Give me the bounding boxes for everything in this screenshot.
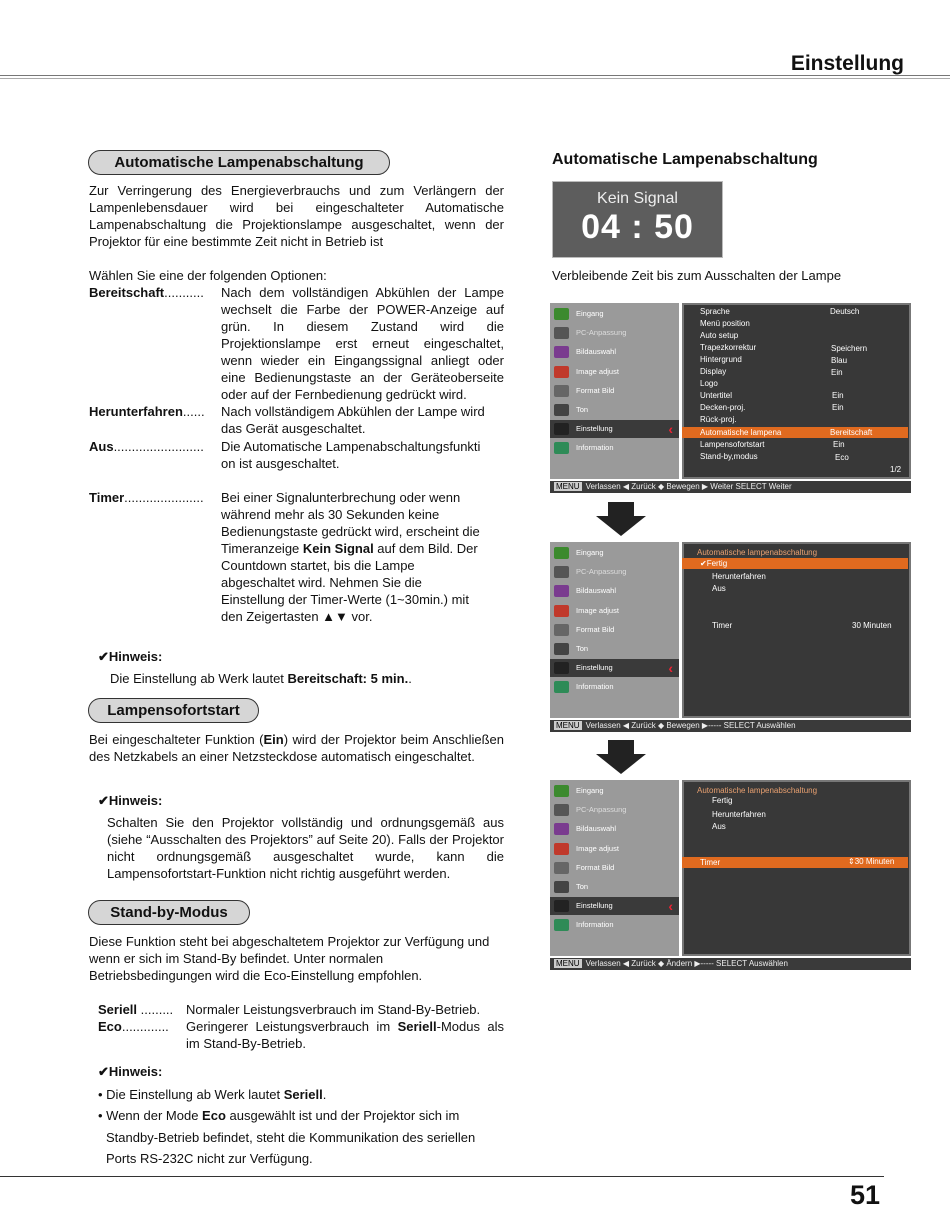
settings-value: Ein: [832, 403, 844, 412]
chevron-left-icon: ‹: [668, 898, 673, 915]
menu-bar-text: Verlassen ◀ Zurück ◆ Ändern ▶----- SELECT Auswählen: [585, 959, 788, 968]
submenu-title: Automatische lampenabschaltung: [697, 548, 818, 557]
option-leader: ......................: [124, 490, 204, 505]
menu-item-label: Information: [576, 682, 614, 692]
definition-text: auf dem Bild. Der Countdown startet, bis die Lampe abgeschaltet wird. Nehmen Sie die Einstellung der Timer-Werte (1~30min.) mit den Zeigertasten ▲▼ vor.: [221, 541, 478, 624]
menu-item[interactable]: [550, 343, 679, 361]
option-leader: .........................: [113, 439, 204, 454]
menu-item[interactable]: [550, 782, 679, 800]
menu-item[interactable]: [550, 401, 679, 419]
settings-value: Deutsch: [830, 307, 860, 316]
option-definition: Nach vollständigem Abkühlen der Lampe wird das Gerät ausgeschaltet.: [221, 404, 485, 436]
page-header-title: Einstellung: [790, 52, 904, 75]
picture-select-icon: [554, 346, 569, 358]
settings-item[interactable]: Automatische lampena: [682, 427, 908, 438]
settings-item[interactable]: Lampensofortstart: [700, 440, 765, 449]
information-icon: [554, 442, 569, 454]
option-term: Timer: [89, 490, 125, 505]
submenu-item-selected[interactable]: Timer: [682, 857, 908, 868]
menu-item-label: Einstellung: [576, 663, 613, 673]
osd-menu-timer: [550, 780, 911, 968]
information-icon: [554, 919, 569, 931]
down-arrow-icon: [596, 740, 646, 774]
definition-bold: Seriell: [397, 1019, 437, 1034]
menu-item-label: Bildauswahl: [576, 586, 617, 596]
menu-item[interactable]: [550, 563, 679, 581]
settings-item[interactable]: Rück-proj.: [700, 415, 737, 424]
chevron-left-icon: ‹: [668, 421, 673, 438]
right-heading: Automatische Lampenabschaltung: [552, 151, 818, 168]
settings-item[interactable]: Display: [700, 367, 727, 376]
menu-item[interactable]: [550, 897, 679, 915]
option-bereitschaft: [89, 284, 504, 404]
screen-format-icon: [554, 862, 569, 874]
menu-item-label: Information: [576, 920, 614, 930]
settings-item[interactable]: Auto setup: [700, 331, 739, 340]
definition-text: Bei einer Signalunterbrechung oder wenn während mehr als 30 Sekunden keine Bedienungstaste gedrückt wird, erscheint die Timeranzeige: [221, 490, 480, 556]
image-adjust-icon: [554, 366, 569, 378]
menu-item[interactable]: [550, 324, 679, 342]
menu-status-bar: [550, 481, 911, 493]
hint-text-part: Die Einstellung ab Werk lautet: [110, 671, 288, 686]
definition-bold: Kein Signal: [302, 541, 374, 556]
menu-item[interactable]: [550, 640, 679, 658]
setting-icon: [554, 662, 569, 674]
settings-item[interactable]: Untertitel: [700, 391, 733, 400]
hint-title: ✔Hinweis:: [98, 649, 163, 664]
option-definition-line: on ist ausgeschaltet.: [221, 456, 340, 471]
definition-text: Geringerer Leistungsverbrauch im: [186, 1019, 398, 1034]
menu-status-bar: [550, 958, 911, 970]
body-text-part: Bei eingeschalteter Funktion (: [89, 732, 264, 747]
input-icon: [554, 785, 569, 797]
hint-text-part: .: [408, 671, 412, 686]
option-timer: [89, 489, 504, 629]
screen-format-icon: [554, 624, 569, 636]
menu-item[interactable]: [550, 659, 679, 677]
option-definition: [186, 1018, 504, 1052]
menu-item-label: Bildauswahl: [576, 347, 617, 357]
hint-text: [110, 670, 412, 687]
menu-item-label: Format Bild: [576, 862, 615, 872]
submenu-title: Automatische lampenabschaltung: [697, 786, 818, 795]
screen-format-icon: [554, 385, 569, 397]
bullet-bold: Seriell: [283, 1087, 323, 1102]
settings-value: Speichern: [831, 344, 868, 353]
menu-item-label: Image adjust: [576, 366, 619, 376]
menu-key-icon: MENU: [556, 959, 580, 968]
submenu-item[interactable]: Timer: [712, 621, 733, 630]
hint-title: ✔Hinweis:: [98, 793, 163, 808]
menu-item-label: PC-Anpassung: [576, 567, 627, 577]
menu-item[interactable]: [550, 820, 679, 838]
footer-rule: [0, 1176, 884, 1177]
bullet-text: • Wenn der Mode: [98, 1108, 203, 1123]
hint-text: Schalten Sie den Projektor vollständig und ordnungsgemäß aus (siehe “Ausschalten des Projektors” auf Seite 20). Falls der Projektor nicht ordnungsgemäß ausgeschaltet wurde, kann die Lampensofortstart-Funktion nicht richtig ausgeführt werden.: [107, 815, 504, 881]
header-rule: [0, 75, 950, 76]
hint-bullet: [98, 1107, 459, 1124]
menu-item[interactable]: [550, 916, 679, 934]
menu-item[interactable]: [550, 582, 679, 600]
menu-bar-text: Verlassen ◀ Zurück ◆ Bewegen ▶----- SELECT Auswählen: [585, 721, 796, 730]
settings-item[interactable]: Menü position: [700, 319, 750, 328]
timer-countdown: 04 : 50: [581, 208, 694, 246]
menu-key-icon: MENU: [556, 721, 580, 730]
definition-text: -Modus als im Stand-By-Betrieb.: [186, 1019, 504, 1051]
menu-item-label: Ton: [576, 644, 589, 653]
menu-item-label: Image adjust: [576, 605, 619, 615]
hint-bullet: [98, 1086, 326, 1103]
menu-item-label: Eingang: [576, 786, 604, 795]
submenu-value: 30 Minuten: [852, 621, 892, 630]
option-eco: [98, 1018, 504, 1054]
menu-item[interactable]: [550, 420, 679, 438]
standby-intro: Diese Funktion steht bei abgeschaltetem Projektor zur Verfügung und wenn er sich im Stand-By befindet. Unter normalen Betriebsbedingungen wird die Eco-Einstellung empfohlen.: [89, 934, 490, 983]
menu-item-label: Information: [576, 443, 614, 453]
bullet-text: • Die Einstellung ab Werk lautet: [98, 1087, 284, 1102]
option-leader: ...........: [164, 285, 204, 300]
submenu-item[interactable]: Herunterfahren: [712, 572, 766, 581]
menu-item-label: Ton: [576, 405, 589, 414]
settings-value: Blau: [831, 356, 848, 365]
menu-item-label: PC-Anpassung: [576, 328, 627, 338]
submenu-item[interactable]: Aus: [712, 584, 726, 593]
menu-status-bar: [550, 720, 911, 732]
bullet-text: .: [322, 1087, 327, 1102]
menu-item-label: Eingang: [576, 309, 604, 318]
menu-left-panel: [550, 542, 679, 718]
menu-item-label: Bildauswahl: [576, 824, 617, 834]
submenu-item-selected[interactable]: ✔Fertig: [682, 558, 908, 569]
bullet-text: ausgewählt ist und der Projektor sich im: [225, 1108, 460, 1123]
settings-value: Ein: [832, 391, 844, 400]
input-icon: [554, 547, 569, 559]
section-pill-standby-mode: Stand-by-Modus: [88, 900, 250, 925]
menu-left-panel: [550, 303, 679, 479]
sound-icon: [554, 881, 569, 893]
settings-item[interactable]: Stand-by,modus: [700, 452, 758, 461]
menu-right-panel: [682, 780, 911, 956]
menu-item[interactable]: [550, 878, 679, 896]
picture-select-icon: [554, 585, 569, 597]
menu-item-label: PC-Anpassung: [576, 805, 627, 815]
menu-left-panel: [550, 780, 679, 956]
menu-item[interactable]: [550, 859, 679, 877]
settings-item[interactable]: Hintergrund: [700, 355, 742, 364]
setting-icon: [554, 900, 569, 912]
hint-bullet-continuation: Ports RS-232C nicht zur Verfügung.: [106, 1151, 313, 1166]
menu-item[interactable]: [550, 305, 679, 323]
menu-item[interactable]: [550, 602, 679, 620]
menu-item[interactable]: [550, 439, 679, 457]
bullet-bold: Eco: [202, 1108, 226, 1123]
hint-bullet-continuation: Standby-Betrieb befindet, steht die Kommunikation des seriellen: [106, 1130, 476, 1145]
menu-item[interactable]: [550, 621, 679, 639]
option-definition-line: Die Automatische Lampenabschaltungsfunkti: [221, 439, 481, 454]
pc-adjust-icon: [554, 327, 569, 339]
option-term: Bereitschaft: [89, 285, 165, 300]
submenu-value: ⇕30 Minuten: [848, 857, 895, 866]
menu-bar-text: Verlassen ◀ Zurück ◆ Bewegen ▶ Weiter SELECT Weiter: [585, 482, 792, 491]
pc-adjust-icon: [554, 804, 569, 816]
menu-item-label: Format Bild: [576, 624, 615, 634]
section-pill-auto-lamp-off: Automatische Lampenabschaltung: [88, 150, 390, 175]
image-adjust-icon: [554, 605, 569, 617]
setting-icon: [554, 423, 569, 435]
menu-item[interactable]: [550, 840, 679, 858]
menu-item[interactable]: [550, 678, 679, 696]
option-definition: [221, 489, 486, 625]
lampensofortstart-text: [89, 731, 504, 765]
settings-item[interactable]: Sprache: [700, 307, 730, 316]
section-pill-lampensofortstart: Lampensofortstart: [88, 698, 259, 723]
no-signal-timer-display: [552, 181, 723, 258]
option-aus: [89, 438, 504, 474]
submenu-item[interactable]: Herunterfahren: [712, 810, 766, 819]
option-term: Seriell: [98, 1002, 138, 1017]
submenu-item[interactable]: Aus: [712, 822, 726, 831]
menu-item[interactable]: [550, 544, 679, 562]
settings-item[interactable]: Trapezkorrektur: [700, 343, 757, 352]
menu-item[interactable]: [550, 801, 679, 819]
settings-value: Ein: [833, 440, 845, 449]
settings-value: Bereitschaft: [830, 428, 873, 437]
information-icon: [554, 681, 569, 693]
settings-value: Eco: [835, 453, 849, 462]
chevron-left-icon: ‹: [668, 660, 673, 677]
image-adjust-icon: [554, 843, 569, 855]
menu-item[interactable]: [550, 363, 679, 381]
picture-select-icon: [554, 823, 569, 835]
menu-item-label: Image adjust: [576, 843, 619, 853]
settings-item[interactable]: Decken-proj.: [700, 403, 746, 412]
option-leader: .........: [137, 1002, 174, 1017]
menu-item[interactable]: [550, 382, 679, 400]
sound-icon: [554, 643, 569, 655]
down-arrow-icon: [596, 502, 646, 536]
option-definition: Normaler Leistungsverbrauch im Stand-By-Betrieb.: [186, 1002, 481, 1017]
hint-title: ✔Hinweis:: [98, 1064, 163, 1079]
header-rule-secondary: [0, 78, 950, 79]
menu-page-indicator: 1/2: [890, 465, 902, 474]
menu-item-label: Format Bild: [576, 385, 615, 395]
osd-menu-settings: [550, 303, 911, 491]
settings-value: Ein: [831, 368, 843, 377]
menu-key-icon: MENU: [556, 482, 580, 491]
option-term: Aus: [89, 439, 114, 454]
menu-item-label: Ton: [576, 882, 589, 891]
option-definition: [221, 438, 511, 472]
sound-icon: [554, 404, 569, 416]
timer-title: Kein Signal: [597, 190, 678, 207]
settings-item[interactable]: Logo: [700, 379, 718, 388]
option-term: Herunterfahren: [89, 404, 183, 419]
submenu-item[interactable]: Fertig: [712, 796, 733, 805]
page-number: 51: [850, 1180, 881, 1210]
pc-adjust-icon: [554, 566, 569, 578]
auto-lamp-intro: Zur Verringerung des Energieverbrauchs und zum Verlängern der Lampenlebensdauer wird bei eingeschalteter Automatische Lampenabschaltung die Projektionslampe ausgeschaltet, wenn der Projektor für eine bestimmte Zeit nicht in Betrieb ist: [89, 183, 504, 249]
option-term: Eco: [98, 1019, 122, 1034]
option-leader: .............: [121, 1019, 169, 1034]
hint-bold: Bereitschaft: 5 min.: [287, 671, 409, 686]
menu-item-label: Eingang: [576, 548, 604, 557]
options-lead: Wählen Sie eine der folgenden Optionen:: [89, 268, 327, 283]
body-text-part: ) wird der Projektor beim Anschließen des Netzkabels an einer Netzsteckdose automatisch eingeschaltet.: [89, 732, 504, 764]
option-definition: Nach dem vollständigen Abkühlen der Lampe wechselt die Farbe der POWER-Anzeige auf grün. In diesem Zustand wird die Projektionslampe erst erneut eingeschaltet, wenn wieder ein Eingangssignal anliegt oder eine Bedienungstaste an der Geräteoberseite oder auf der Fernbedienung gedrückt wird.: [221, 285, 504, 402]
menu-item-label: Einstellung: [576, 424, 613, 434]
timer-caption: Verbleibende Zeit bis zum Ausschalten der Lampe: [552, 268, 842, 283]
option-herunterfahren: [89, 403, 504, 439]
osd-menu-auto-lamp: [550, 542, 911, 730]
body-bold: Ein: [263, 732, 284, 747]
menu-item-label: Einstellung: [576, 901, 613, 911]
input-icon: [554, 308, 569, 320]
option-leader: ......: [182, 404, 205, 419]
